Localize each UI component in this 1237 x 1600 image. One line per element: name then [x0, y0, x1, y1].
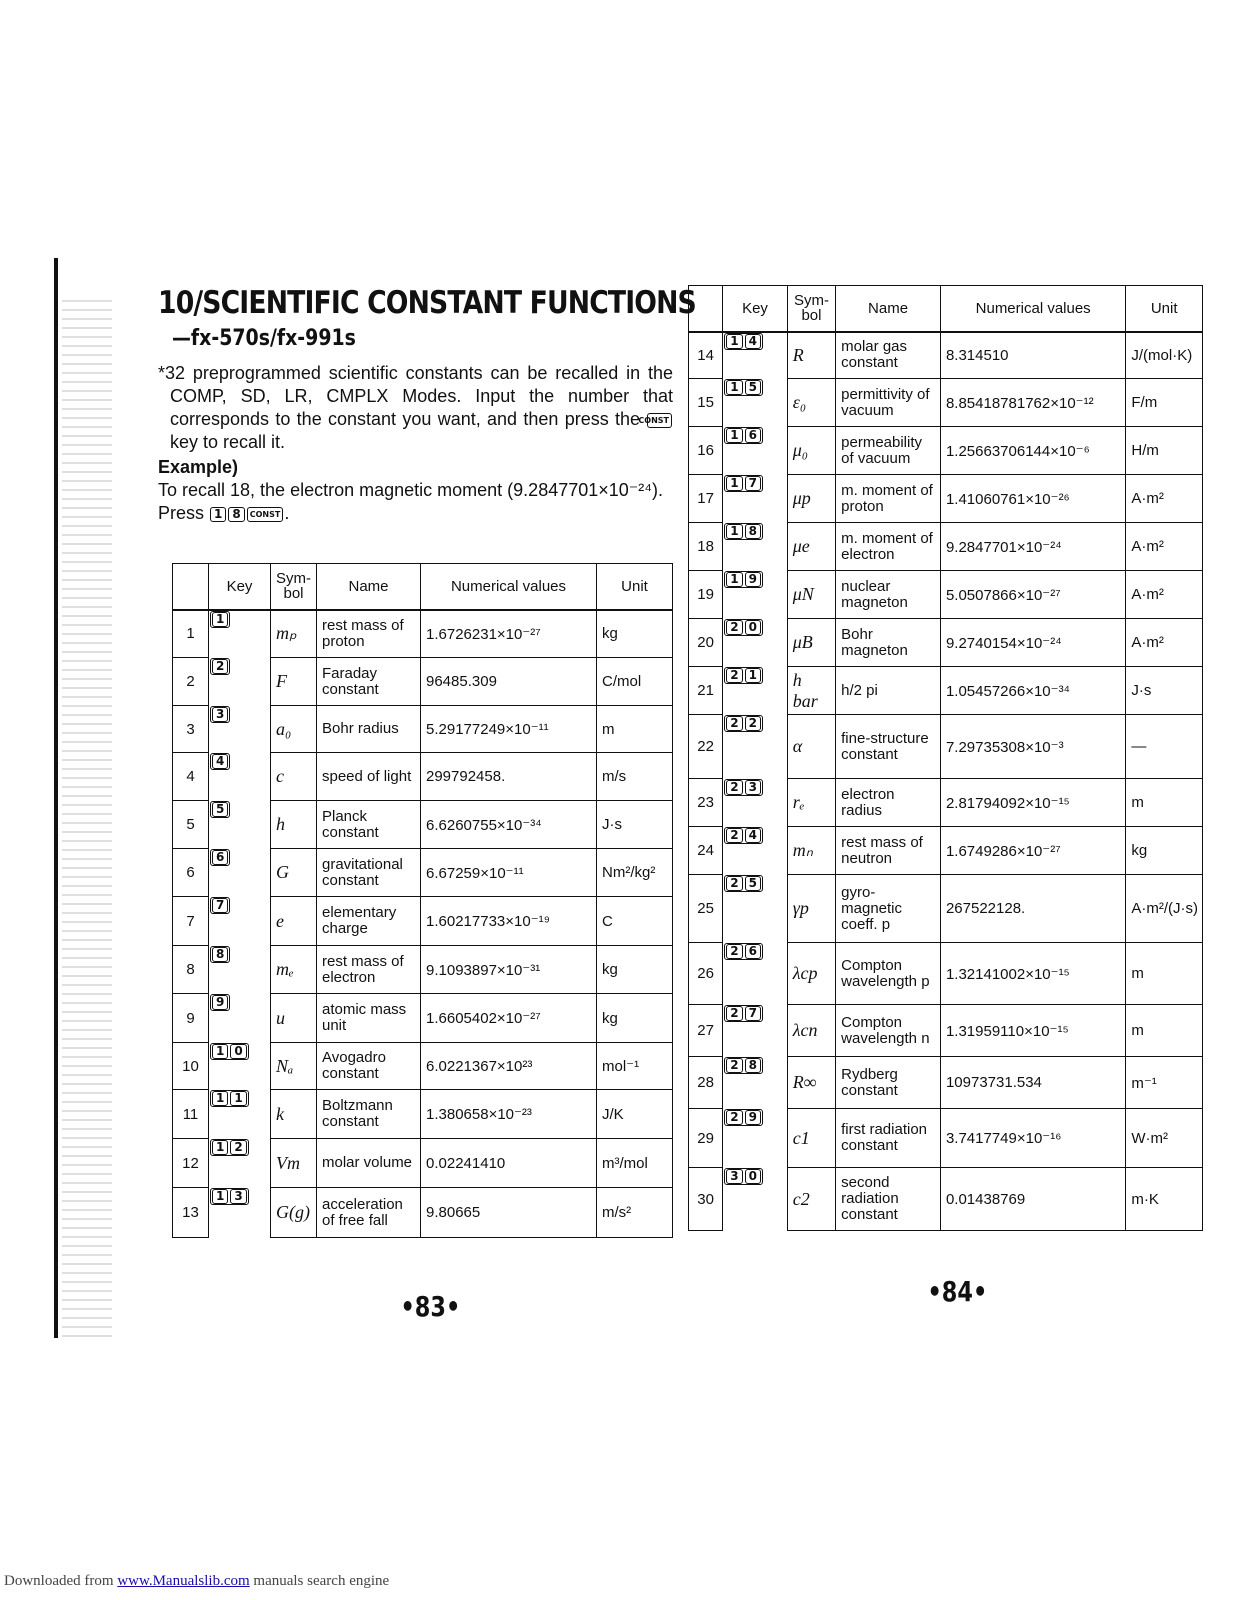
- constant-symbol: c: [271, 753, 317, 801]
- constant-name: permittivity of vacuum: [836, 379, 941, 427]
- constant-value: 3.7417749×10⁻¹⁶: [940, 1109, 1125, 1168]
- table-row: [689, 1109, 1203, 1168]
- constant-number: 30: [689, 1168, 723, 1231]
- keycap-icon: 1: [212, 1140, 228, 1155]
- constant-number: 29: [689, 1109, 723, 1168]
- constant-symbol: Vm: [271, 1139, 317, 1188]
- column-header-no: [173, 564, 209, 610]
- key-sequence: [210, 849, 230, 866]
- keycap-icon: 7: [745, 1006, 761, 1021]
- keycap-icon: 1: [726, 524, 742, 539]
- constant-unit: F/m: [1126, 379, 1203, 427]
- keycap-icon: 6: [212, 850, 228, 865]
- constant-number: 4: [173, 753, 209, 801]
- constant-name: rest mass of neutron: [836, 827, 941, 875]
- table-row: [689, 475, 1203, 523]
- constant-name: elementary charge: [317, 897, 421, 946]
- constant-number: 6: [173, 849, 209, 897]
- constant-value: 1.380658×10⁻²³: [421, 1090, 597, 1139]
- constant-unit: kg: [597, 946, 673, 994]
- constant-value: 8.85418781762×10⁻¹²: [940, 379, 1125, 427]
- keycap-icon: 3: [230, 1189, 246, 1204]
- constant-value: 1.6605402×10⁻²⁷: [421, 994, 597, 1043]
- key-sequence: [210, 801, 230, 818]
- constant-symbol: e: [271, 897, 317, 946]
- constant-symbol: G(g): [271, 1188, 317, 1238]
- constant-symbol: μp: [787, 475, 835, 523]
- constant-number: 3: [173, 706, 209, 753]
- constant-unit: W·m²: [1126, 1109, 1203, 1168]
- footer-suffix: manuals search engine: [249, 1573, 390, 1589]
- constant-value: 1.25663706144×10⁻⁶: [940, 427, 1125, 475]
- key-sequence: [724, 619, 763, 636]
- keycap-icon: 2: [212, 659, 228, 674]
- column-header-symbol: Sym- bol: [271, 564, 317, 610]
- constant-name: Bohr magneton: [836, 619, 941, 667]
- constant-name: molar volume: [317, 1139, 421, 1188]
- constant-name: Compton wavelength n: [836, 1005, 941, 1057]
- table-row: [689, 523, 1203, 571]
- constant-symbol: μB: [787, 619, 835, 667]
- key-sequence: [724, 779, 763, 796]
- const-key-icon: CONST: [247, 507, 284, 522]
- constant-unit: H/m: [1126, 427, 1203, 475]
- keycap-icon: 2: [745, 716, 761, 731]
- keycap-icon: 3: [745, 780, 761, 795]
- example-title: Example): [158, 457, 239, 477]
- constant-number: 19: [689, 571, 723, 619]
- keycap-icon: 0: [745, 1169, 761, 1184]
- constant-number: 12: [173, 1139, 209, 1188]
- constant-value: 6.67259×10⁻¹¹: [421, 849, 597, 897]
- constant-symbol: a₀: [271, 706, 317, 753]
- constant-name: gravitational constant: [317, 849, 421, 897]
- keycap-icon: 1: [230, 1091, 246, 1106]
- key-sequence: [210, 753, 230, 770]
- keycap-icon: 2: [726, 716, 742, 731]
- key-sequence: [724, 875, 763, 892]
- table-header-row: [173, 564, 673, 610]
- table-row: [689, 427, 1203, 475]
- constant-value: 10973731.534: [940, 1057, 1125, 1109]
- constant-symbol: c1: [787, 1109, 835, 1168]
- download-footer: [4, 1573, 389, 1590]
- table-row: [173, 753, 673, 801]
- table-row: [689, 1057, 1203, 1109]
- constant-name: molar gas constant: [836, 332, 941, 379]
- constant-symbol: μN: [787, 571, 835, 619]
- key-sequence: [210, 611, 230, 628]
- example-text: To recall 18, the electron magnetic moment (9.2847701×10⁻²⁴).: [158, 480, 664, 500]
- page-number-right: •84•: [927, 1275, 988, 1308]
- constant-number: 8: [173, 946, 209, 994]
- column-header-name: Name: [317, 564, 421, 610]
- table-header-row: [689, 286, 1203, 332]
- key-sequence: [724, 1057, 763, 1074]
- keycap-icon: 7: [745, 476, 761, 491]
- column-header-name: Name: [836, 286, 941, 332]
- keycap-icon: 2: [726, 620, 742, 635]
- keycap-icon: 3: [212, 707, 228, 722]
- constant-number: 14: [689, 332, 723, 379]
- constant-symbol: ε₀: [787, 379, 835, 427]
- constant-unit: kg: [1126, 827, 1203, 875]
- keycap-icon: 1: [212, 1189, 228, 1204]
- key-sequence: [724, 715, 763, 732]
- key-sequence: [724, 427, 763, 444]
- constant-value: 7.29735308×10⁻³: [940, 715, 1125, 779]
- constant-unit: m/s: [597, 753, 673, 801]
- constant-value: 0.02241410: [421, 1139, 597, 1188]
- keycap-icon: 2: [726, 1006, 742, 1021]
- constant-value: 1.6749286×10⁻²⁷: [940, 827, 1125, 875]
- constant-unit: A·m²/(J·s): [1126, 875, 1203, 943]
- constant-unit: J·s: [597, 801, 673, 849]
- key-sequence: [724, 523, 763, 540]
- constant-value: 1.05457266×10⁻³⁴: [940, 667, 1125, 715]
- key-sequence: [724, 1168, 763, 1185]
- constant-value: 9.80665: [421, 1188, 597, 1238]
- constant-value: 9.2847701×10⁻²⁴: [940, 523, 1125, 571]
- constant-number: 7: [173, 897, 209, 946]
- key-8-icon: 8: [228, 507, 244, 522]
- constant-unit: m: [1126, 779, 1203, 827]
- constant-unit: A·m²: [1126, 475, 1203, 523]
- table-row: [173, 610, 673, 658]
- constant-value: 8.314510: [940, 332, 1125, 379]
- constant-number: 26: [689, 943, 723, 1005]
- constant-symbol: γp: [787, 875, 835, 943]
- constant-name: first radiation constant: [836, 1109, 941, 1168]
- table-row: [173, 1188, 673, 1238]
- constant-number: 28: [689, 1057, 723, 1109]
- constant-unit: J·s: [1126, 667, 1203, 715]
- keycap-icon: 4: [745, 334, 761, 349]
- constant-unit: J/(mol·K): [1126, 332, 1203, 379]
- constant-symbol: h: [271, 801, 317, 849]
- constant-value: 299792458.: [421, 753, 597, 801]
- constant-symbol: λcn: [787, 1005, 835, 1057]
- page-number-left: •83•: [400, 1290, 461, 1323]
- constant-unit: —: [1126, 715, 1203, 779]
- key-sequence: [724, 827, 763, 844]
- keycap-icon: 3: [726, 1169, 742, 1184]
- constant-name: electron radius: [836, 779, 941, 827]
- constant-unit: m: [1126, 1005, 1203, 1057]
- constant-value: 9.2740154×10⁻²⁴: [940, 619, 1125, 667]
- constants-table-right: [688, 285, 1203, 1231]
- constant-symbol: Nₐ: [271, 1043, 317, 1090]
- table-row: [173, 801, 673, 849]
- keycap-icon: 4: [745, 828, 761, 843]
- key-sequence: [210, 1139, 249, 1156]
- constant-name: Compton wavelength p: [836, 943, 941, 1005]
- table-row: [689, 667, 1203, 715]
- key-sequence: [210, 897, 230, 914]
- constant-value: 5.29177249×10⁻¹¹: [421, 706, 597, 753]
- constant-symbol: mₑ: [271, 946, 317, 994]
- constant-unit: m⁻¹: [1126, 1057, 1203, 1109]
- constant-unit: m·K: [1126, 1168, 1203, 1231]
- keycap-icon: 9: [745, 572, 761, 587]
- table-row: [689, 332, 1203, 379]
- constant-value: 1.6726231×10⁻²⁷: [421, 610, 597, 658]
- table-row: [689, 715, 1203, 779]
- table-row: [689, 619, 1203, 667]
- key-sequence: [724, 1109, 763, 1126]
- constant-symbol: c2: [787, 1168, 835, 1231]
- keycap-icon: 2: [726, 780, 742, 795]
- constant-unit: m/s²: [597, 1188, 673, 1238]
- keycap-icon: 4: [212, 754, 228, 769]
- column-header-value: Numerical values: [421, 564, 597, 610]
- constant-symbol: h bar: [787, 667, 835, 715]
- keycap-icon: 2: [230, 1140, 246, 1155]
- keycap-icon: 1: [726, 428, 742, 443]
- keycap-icon: 1: [726, 572, 742, 587]
- constant-number: 15: [689, 379, 723, 427]
- key-sequence: [724, 667, 763, 684]
- keycap-icon: 0: [745, 620, 761, 635]
- column-header-unit: Unit: [597, 564, 673, 610]
- column-header-unit: Unit: [1126, 286, 1203, 332]
- constant-name: second radiation constant: [836, 1168, 941, 1231]
- key-sequence: [210, 994, 230, 1011]
- table-row: [689, 1005, 1203, 1057]
- key-sequence: [724, 333, 763, 350]
- constant-number: 10: [173, 1043, 209, 1090]
- constant-name: fine-structure constant: [836, 715, 941, 779]
- table-row: [173, 706, 673, 753]
- keycap-icon: 1: [726, 476, 742, 491]
- constant-name: Rydberg constant: [836, 1057, 941, 1109]
- constant-unit: m³/mol: [597, 1139, 673, 1188]
- constant-name: Avogadro constant: [317, 1043, 421, 1090]
- constant-number: 18: [689, 523, 723, 571]
- keycap-icon: 0: [230, 1044, 246, 1059]
- keycap-icon: 2: [726, 1058, 742, 1073]
- keycap-icon: 6: [745, 944, 761, 959]
- key-sequence: [724, 943, 763, 960]
- binding-edge: [54, 258, 58, 1338]
- constant-name: nuclear magneton: [836, 571, 941, 619]
- constant-unit: kg: [597, 610, 673, 658]
- key-sequence: [724, 1005, 763, 1022]
- table-row: [689, 379, 1203, 427]
- section-title: 10/SCIENTIFIC CONSTANT FUNCTIONS: [158, 285, 696, 321]
- key-sequence: [210, 1188, 249, 1205]
- key-sequence: [210, 946, 230, 963]
- constant-unit: A·m²: [1126, 619, 1203, 667]
- column-header-no: [689, 286, 723, 332]
- constant-number: 24: [689, 827, 723, 875]
- column-header-key: Key: [209, 564, 271, 610]
- constant-number: 11: [173, 1090, 209, 1139]
- key-sequence: [724, 379, 763, 396]
- press-label: Press: [158, 503, 205, 523]
- constant-number: 9: [173, 994, 209, 1043]
- constant-value: 5.0507866×10⁻²⁷: [940, 571, 1125, 619]
- binding-shadow: [62, 300, 112, 1340]
- keycap-icon: 8: [745, 524, 761, 539]
- keycap-icon: 6: [745, 428, 761, 443]
- constant-number: 5: [173, 801, 209, 849]
- constant-symbol: G: [271, 849, 317, 897]
- constant-name: h/2 pi: [836, 667, 941, 715]
- constant-number: 23: [689, 779, 723, 827]
- keycap-icon: 5: [745, 876, 761, 891]
- constant-name: m. moment of proton: [836, 475, 941, 523]
- table-row: [173, 1139, 673, 1188]
- constant-symbol: R: [787, 332, 835, 379]
- constant-number: 21: [689, 667, 723, 715]
- example-press: Press 1 8 CONST .: [158, 503, 290, 523]
- constant-symbol: F: [271, 658, 317, 706]
- constant-symbol: μ₀: [787, 427, 835, 475]
- constant-value: 96485.309: [421, 658, 597, 706]
- constant-unit: A·m²: [1126, 571, 1203, 619]
- constant-name: Bohr radius: [317, 706, 421, 753]
- keycap-icon: 1: [726, 380, 742, 395]
- keycap-icon: 9: [212, 995, 228, 1010]
- constant-name: rest mass of proton: [317, 610, 421, 658]
- constants-table-left: [172, 563, 673, 1238]
- constant-number: 22: [689, 715, 723, 779]
- key-sequence: [210, 1090, 249, 1107]
- constant-name: speed of light: [317, 753, 421, 801]
- table-row: [689, 943, 1203, 1005]
- constant-symbol: R∞: [787, 1057, 835, 1109]
- table-row: [173, 946, 673, 994]
- column-header-symbol: Sym- bol: [787, 286, 835, 332]
- constant-unit: C/mol: [597, 658, 673, 706]
- constant-number: 16: [689, 427, 723, 475]
- keycap-icon: 7: [212, 898, 228, 913]
- table-row: [173, 994, 673, 1043]
- constant-unit: m: [597, 706, 673, 753]
- constant-number: 2: [173, 658, 209, 706]
- constant-name: rest mass of electron: [317, 946, 421, 994]
- keycap-icon: 8: [212, 947, 228, 962]
- keycap-icon: 9: [745, 1110, 761, 1125]
- constant-symbol: α: [787, 715, 835, 779]
- manualslib-link[interactable]: www.Manualslib.com: [117, 1573, 250, 1589]
- intro-text-tail: key to recall it.: [170, 432, 286, 452]
- constant-value: 267522128.: [940, 875, 1125, 943]
- constant-symbol: rₑ: [787, 779, 835, 827]
- key-sequence: [210, 1043, 249, 1060]
- constant-name: Faraday constant: [317, 658, 421, 706]
- intro-block: [158, 362, 673, 525]
- constant-symbol: mₙ: [787, 827, 835, 875]
- keycap-icon: 1: [745, 668, 761, 683]
- constant-symbol: λcp: [787, 943, 835, 1005]
- constant-name: atomic mass unit: [317, 994, 421, 1043]
- intro-paragraph: [158, 362, 673, 454]
- keycap-icon: 1: [212, 1044, 228, 1059]
- column-header-value: Numerical values: [940, 286, 1125, 332]
- key-sequence: [724, 571, 763, 588]
- keycap-icon: 2: [726, 1110, 742, 1125]
- section-subtitle: —fx-570s/fx-991s: [172, 326, 356, 351]
- constant-name: m. moment of electron: [836, 523, 941, 571]
- constant-unit: Nm²/kg²: [597, 849, 673, 897]
- key-sequence: [210, 658, 230, 675]
- keycap-icon: 2: [726, 828, 742, 843]
- constant-unit: A·m²: [1126, 523, 1203, 571]
- constant-number: 27: [689, 1005, 723, 1057]
- table-row: [689, 875, 1203, 943]
- constant-number: 20: [689, 619, 723, 667]
- constant-name: Boltzmann constant: [317, 1090, 421, 1139]
- constant-name: acceleration of free fall: [317, 1188, 421, 1238]
- constant-value: 9.1093897×10⁻³¹: [421, 946, 597, 994]
- table-row: [173, 897, 673, 946]
- constant-unit: kg: [597, 994, 673, 1043]
- keycap-icon: 2: [726, 876, 742, 891]
- constant-name: permeability of vacuum: [836, 427, 941, 475]
- constant-value: 6.6260755×10⁻³⁴: [421, 801, 597, 849]
- keycap-icon: 5: [212, 802, 228, 817]
- table-row: [173, 1043, 673, 1090]
- footer-prefix: Downloaded from: [4, 1573, 118, 1589]
- keycap-icon: 1: [212, 1091, 228, 1106]
- keycap-icon: 5: [745, 380, 761, 395]
- table-row: [173, 849, 673, 897]
- key-1-icon: 1: [210, 507, 226, 522]
- constant-unit: J/K: [597, 1090, 673, 1139]
- constant-value: 6.0221367×10²³: [421, 1043, 597, 1090]
- table-row: [173, 658, 673, 706]
- table-row: [173, 1090, 673, 1139]
- constant-unit: C: [597, 897, 673, 946]
- constant-unit: mol⁻¹: [597, 1043, 673, 1090]
- constant-value: 1.60217733×10⁻¹⁹: [421, 897, 597, 946]
- constant-symbol: u: [271, 994, 317, 1043]
- constant-value: 1.31959110×10⁻¹⁵: [940, 1005, 1125, 1057]
- key-sequence: [210, 706, 230, 723]
- constant-value: 2.81794092×10⁻¹⁵: [940, 779, 1125, 827]
- keycap-icon: 8: [745, 1058, 761, 1073]
- keycap-icon: 2: [726, 944, 742, 959]
- const-key-icon: CONST: [647, 413, 672, 428]
- keycap-icon: 1: [212, 612, 228, 627]
- constant-symbol: μe: [787, 523, 835, 571]
- constant-unit: m: [1126, 943, 1203, 1005]
- table-row: [689, 1168, 1203, 1231]
- table-row: [689, 779, 1203, 827]
- constant-number: 25: [689, 875, 723, 943]
- constant-value: 1.32141002×10⁻¹⁵: [940, 943, 1125, 1005]
- constant-value: 1.41060761×10⁻²⁶: [940, 475, 1125, 523]
- key-sequence: [724, 475, 763, 492]
- constant-name: gyro-magnetic coeff. p: [836, 875, 941, 943]
- keycap-icon: 1: [726, 334, 742, 349]
- column-header-key: Key: [723, 286, 788, 332]
- constant-value: 0.01438769: [940, 1168, 1125, 1231]
- constant-name: Planck constant: [317, 801, 421, 849]
- table-row: [689, 827, 1203, 875]
- constant-number: 17: [689, 475, 723, 523]
- intro-text: *32 preprogrammed scientific constants can be recalled in the COMP, SD, LR, CMPLX Modes. Input the number that corresponds to the constant you want, and then press the: [158, 363, 673, 429]
- constant-symbol: mₚ: [271, 610, 317, 658]
- table-row: [689, 571, 1203, 619]
- keycap-icon: 2: [726, 668, 742, 683]
- constant-number: 13: [173, 1188, 209, 1238]
- constant-number: 1: [173, 610, 209, 658]
- constant-symbol: k: [271, 1090, 317, 1139]
